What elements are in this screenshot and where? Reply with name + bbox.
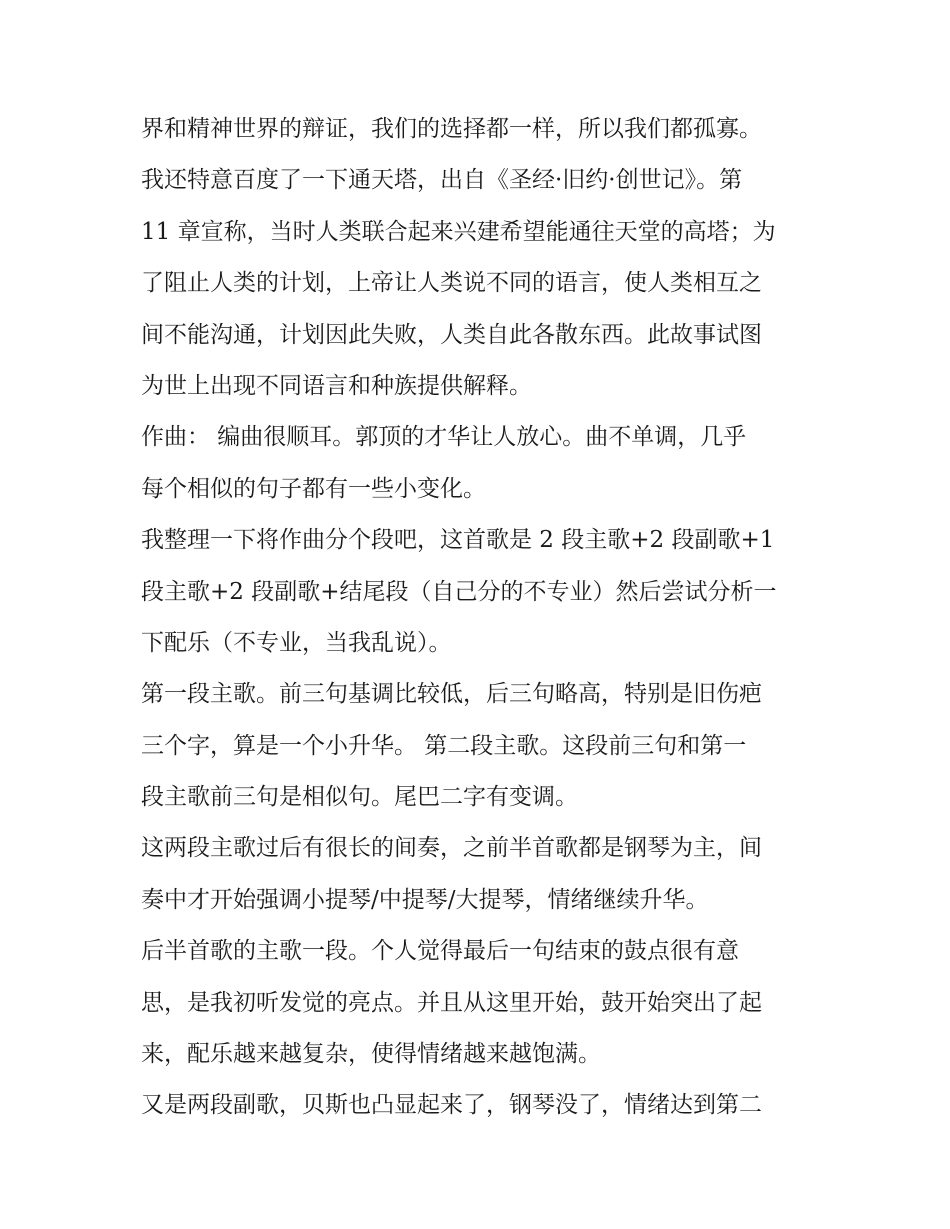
text-line: 了阻止人类的计划，上帝让人类说不同的语言，使人类相互之 bbox=[141, 270, 762, 297]
text-line: 每个相似的句子都有一些小变化。 bbox=[141, 475, 486, 502]
body-text bbox=[141, 104, 821, 1132]
text-line: 第一段主歌。前三句基调比较低，后三句略高，特别是旧伤疤 bbox=[141, 681, 762, 708]
text-line: 界和精神世界的辩证，我们的选择都一样，所以我们都孤寡。 bbox=[141, 116, 762, 142]
text-line: 为世上出现不同语言和种族提供解释。 bbox=[141, 372, 532, 399]
text-line: 后半首歌的主歌一段。个人觉得最后一句结束的鼓点很有意 bbox=[141, 938, 739, 965]
text-line: 段主歌前三句是相似句。尾巴二字有变调。 bbox=[141, 784, 578, 811]
text-line: 11 章宣称，当时人类联合起来兴建希望能通往天堂的高塔；为 bbox=[141, 218, 776, 245]
text-line: 这两段主歌过后有很长的间奏，之前半首歌都是钢琴为主，间 bbox=[141, 835, 762, 862]
text-line: 思，是我初听发觉的亮点。并且从这里开始，鼓开始突出了起 bbox=[141, 989, 762, 1016]
text-line: 我整理一下将作曲分个段吧，这首歌是 2 段主歌+2 段副歌+1 bbox=[141, 527, 775, 554]
text-line: 下配乐（不专业，当我乱说）。 bbox=[141, 629, 452, 656]
text-line: 我还特意百度了一下通天塔，出自《圣经·旧约·创世记》。第 bbox=[141, 167, 743, 194]
text-line: 来，配乐越来越复杂，使得情绪越来越饱满。 bbox=[141, 1041, 601, 1068]
text-line: 奏中才开始强调小提琴/中提琴/大提琴，情绪继续升华。 bbox=[141, 886, 709, 913]
text-line: 段主歌+2 段副歌+结尾段（自己分的不专业）然后尝试分析一 bbox=[141, 578, 777, 605]
text-line: 间不能沟通，计划因此失败，人类自此各散东西。此故事试图 bbox=[141, 321, 762, 348]
text-line: 三个字，算是一个小升华。 第二段主歌。这段前三句和第一 bbox=[141, 732, 747, 759]
text-line: 又是两段副歌，贝斯也凸显起来了，钢琴没了，情绪达到第二 bbox=[141, 1092, 762, 1119]
text-line: 作曲： 编曲很顺耳。郭顶的才华让人放心。曲不单调，几乎 bbox=[141, 424, 747, 451]
